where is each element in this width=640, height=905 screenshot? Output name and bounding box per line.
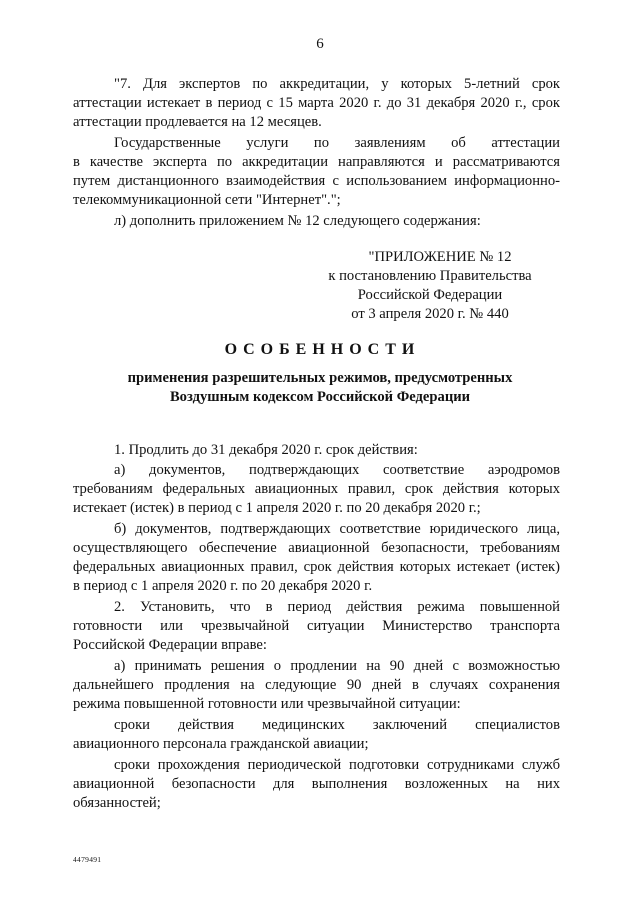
paragraph-line: дальнейшего продления на следующие 90 дней в случаях сохранения xyxy=(73,677,560,693)
page-number: 6 xyxy=(316,36,324,52)
paragraph-line: а) принимать решения о продлении на 90 дней с возможностью xyxy=(114,658,560,674)
paragraph-line: б) документов, подтверждающих соответствие юридического лица, xyxy=(114,521,560,537)
paragraph-line: сроки действия медицинских заключений специалистов xyxy=(114,717,560,733)
paragraph-line: режима повышенной готовности или чрезвычайной ситуации: xyxy=(73,696,461,712)
paragraph-line: 2. Установить, что в период действия режима повышенной xyxy=(114,599,560,615)
paragraph-line: а) документов, подтверждающих соответствие аэродромов xyxy=(114,462,560,478)
paragraph-line: федеральных авиационных правил, срок действия которых истекает (истек) xyxy=(73,559,560,575)
paragraph-line: в период с 1 апреля 2020 г. по 20 декабря 2020 г. xyxy=(73,578,373,594)
appendix-line: к постановлению Правительства xyxy=(328,268,532,284)
paragraph-line: "7. Для экспертов по аккредитации, у которых 5-летний срок xyxy=(114,76,560,92)
paragraph-line: аттестации истекает в период с 15 марта 2020 г. до 31 декабря 2020 г., срок xyxy=(73,95,560,111)
document-heading: О С О Б Е Н Н О С Т И xyxy=(224,341,416,358)
appendix-line: от 3 апреля 2020 г. № 440 xyxy=(351,306,509,322)
paragraph-line: сроки прохождения периодической подготовки сотрудниками служб xyxy=(114,757,560,773)
appendix-title: "ПРИЛОЖЕНИЕ № 12 xyxy=(368,249,512,265)
paragraph-line: готовности или чрезвычайной ситуации Министерство транспорта xyxy=(73,618,560,634)
paragraph-line: Российской Федерации вправе: xyxy=(73,637,267,653)
paragraph-line: Государственные услуги по заявлениям об аттестации xyxy=(114,135,560,151)
document-subheading: Воздушным кодексом Российской Федерации xyxy=(169,389,471,405)
document-subheading: применения разрешительных режимов, предусмотренных xyxy=(127,370,513,386)
paragraph-line: путем дистанционного взаимодействия с использованием информационно- xyxy=(73,173,560,189)
paragraph-line: авиационного персонала гражданской авиации; xyxy=(73,736,369,752)
paragraph-line: обязанностей; xyxy=(73,795,161,811)
paragraph-line: в качестве эксперта по аккредитации направляются и рассматриваются xyxy=(73,154,560,170)
paragraph-line: 1. Продлить до 31 декабря 2020 г. срок действия: xyxy=(114,442,418,458)
paragraph-line: л) дополнить приложением № 12 следующего содержания: xyxy=(114,213,481,229)
paragraph-line: телекоммуникационной сети "Интернет"."; xyxy=(73,192,341,208)
appendix-line: Российской Федерации xyxy=(357,287,503,303)
paragraph-line: требованиям федеральных авиационных правил, срок действия которых xyxy=(73,481,560,497)
paragraph-line: авиационной безопасности для выполнения возложенных на них xyxy=(73,776,560,792)
paragraph-line: истекает (истек) в период с 1 апреля 2020 г. по 20 декабря 2020 г.; xyxy=(73,500,481,516)
paragraph-line: аттестации продлевается на 12 месяцев. xyxy=(73,114,322,130)
paragraph-line: осуществляющего обеспечение авиационной безопасности, требованиям xyxy=(73,540,560,556)
footer-code: 4479491 xyxy=(73,855,102,864)
